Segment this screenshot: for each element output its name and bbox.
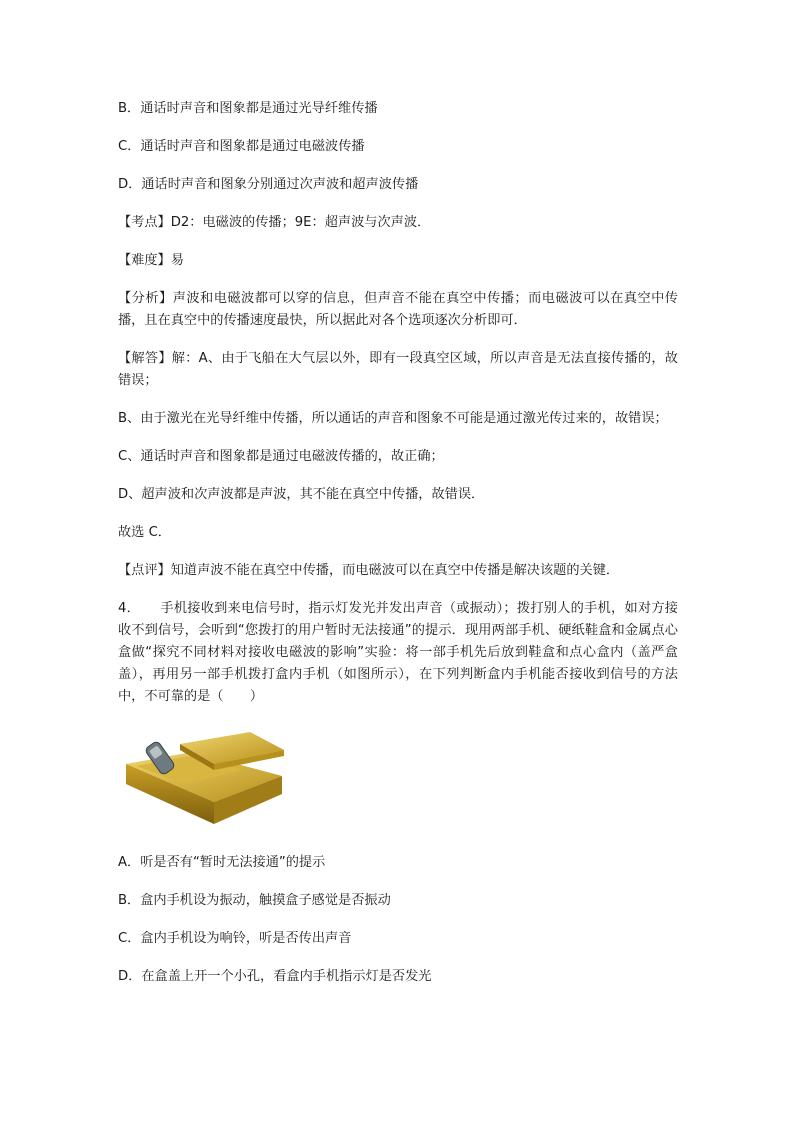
- q4-option-c: C．盒内手机设为响铃，听是否传出声音: [118, 931, 352, 946]
- question-4: 4． 手机接收到来电信号时，指示灯发光并发出声音（或振动）；拨打别人的手机，如对方接收不到信号，会听到“您拨打的用户暂时无法接通”的提示．现用两部手机、硬纸鞋盒和金属点心盒做“探究不同材料对接收电磁波的影响”实验：将一部手机先后放到鞋盒和点心盒内（盖严盒盖），再用另一部手机拨打盒内手机（如图所示），在下列判断盒内手机能否接收到信号的方法中，不可靠的是（ ）: [118, 601, 678, 704]
- jieda-a: 【解答】解：A、由于飞船在大气层以外，即有一段真空区域，所以声音是无法直接传播的，故错误；: [118, 351, 678, 388]
- jieda-c: C、通话时声音和图象都是通过电磁波传播的，故正确；: [118, 449, 444, 464]
- q4-option-d: D．在盒盖上开一个小孔，看盒内手机指示灯是否发光: [118, 969, 432, 984]
- jieda-d: D、超声波和次声波都是声波，其不能在真空中传播，故错误．: [118, 487, 485, 502]
- kaodian: 【考点】D2：电磁波的传播；9E：超声波与次声波．: [118, 215, 431, 230]
- jieda-b: B、由于激光在光导纤维中传播，所以通话的声音和图象不可能是通过激光传过来的，故错误；: [118, 411, 668, 426]
- content: [118, 98, 678, 1004]
- option-b-prev: B．通话时声音和图象都是通过光导纤维传播: [118, 101, 378, 116]
- option-c-prev: C．通话时声音和图象都是通过电磁波传播: [118, 139, 365, 154]
- q4-option-b: B．盒内手机设为振动，触摸盒子感觉是否振动: [118, 893, 391, 908]
- answer: 故选 C．: [118, 525, 171, 540]
- q4-option-a: A．听是否有“暂时无法接通”的提示: [118, 855, 326, 870]
- phone-in-box-icon: [122, 724, 286, 832]
- option-d-prev: D．通话时声音和图象分别通过次声波和超声波传播: [118, 177, 419, 192]
- fenxi: 【分析】声波和电磁波都可以穿的信息，但声音不能在真空中传播；而电磁波可以在真空中传播，且在真空中的传播速度最快，所以据此对各个选项逐次分析即可．: [118, 291, 678, 328]
- nandu: 【难度】易: [118, 253, 184, 268]
- dianping: 【点评】知道声波不能在真空中传播，而电磁波可以在真空中传播是解决该题的关键．: [118, 563, 620, 578]
